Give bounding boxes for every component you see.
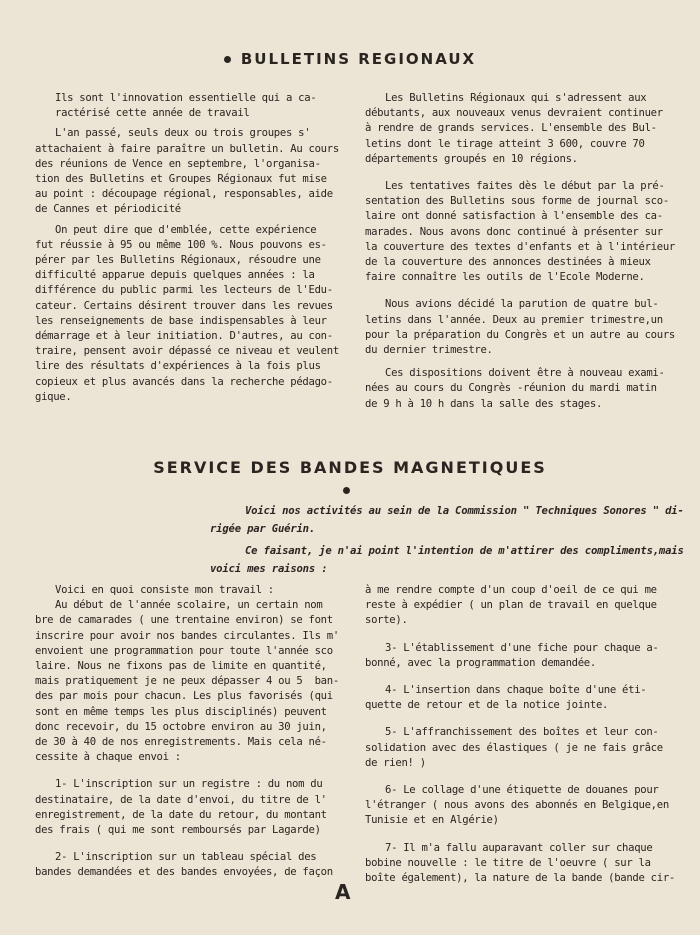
paragraph: L'an passé, seuls deux ou trois groupes s' attachaient à faire paraître un bulletin. Au cours des réunions de Vence en septembre, l'organisa- tion des Bulletins et Groupes Régionaux fut mise au point : découpage régional, responsables, aide de Cannes et périodicité bbox=[35, 127, 339, 216]
paragraph: Les Bulletins Régionaux qui s'adressent aux débutants, aux nouveaux venus devraient continuer à rendre de grands services. L'ensemble des Bul- letins dont le tirage atteint 3 600, couvre 70 départements groupés en 10 régions. bbox=[365, 92, 663, 165]
bullet-icon bbox=[224, 56, 231, 63]
paragraph: 4- L'insertion dans chaque boîte d'une éti- quette de retour et de la notice jointe. bbox=[365, 684, 647, 712]
bullet-icon bbox=[343, 487, 350, 494]
paragraph: Au début de l'année scolaire, un certain nom bre de camarades ( une trentaine environ) se font inscrire pour avoir nos bandes circulantes. Ils m' envoient une programmation pour toute l'année sco laire. Nous ne fixons pas de limite en quantité, mais pratiquement je ne peux dépasser 4 ou 5 ban- des par mois pour chacun. Les plus favorisés (qui sont en même temps les plus disciplinés) peuvent donc recevoir, du 15 octobre environ au 30 juin, de 30 à 40 de nos enregistrements. Mais cela né- cessite à chaque envoi : bbox=[35, 599, 339, 764]
paragraph: 2- L'inscription sur un tableau spécial des bandes demandées et des bandes envoyées, de façon bbox=[35, 851, 333, 879]
section-title-text: BULLETINS REGIONAUX bbox=[240, 50, 477, 68]
section-title-bulletins bbox=[190, 50, 510, 68]
section-title-bandes bbox=[150, 458, 550, 477]
paragraph: 1- L'inscription sur un registre : du nom du destinataire, de la date d'envoi, du titre de l' enregistrement, de la date du retour, du montant des frais ( qui me sont remboursés par Lagarde) bbox=[35, 778, 327, 837]
paragraph: 3- L'établissement d'une fiche pour chaque a- bonné, avec la programmation demandée. bbox=[365, 641, 659, 669]
paragraph: Voici en quoi consiste mon travail : bbox=[55, 584, 274, 596]
paragraph: 6- Le collage d'une étiquette de douanes pour l'étranger ( nous avons des abonnés en Belgique,en Tunisie et en Algérie) bbox=[365, 784, 669, 827]
paragraph: Les tentatives faites dès le début par la pré- sentation des Bulletins sous forme de journal sco- laire ont donné satisfaction à l'ensemble des ca- marades. Nous avons donc continué à présenter sur la couverture des textes d'enfants et à l'intérieur de la couverture des annonces destinées à mieux faire connaître les outils de l'Ecole Moderne. bbox=[365, 180, 675, 284]
paragraph: 7- Il m'a fallu auparavant coller sur chaque bobine nouvelle : le titre de l'oeuvre ( sur la boîte également), la nature de la bande (bande cir- bbox=[365, 841, 675, 885]
bandes-right-column bbox=[365, 583, 680, 891]
section-title-text: SERVICE DES BANDES MAGNETIQUES bbox=[153, 458, 547, 477]
paragraph: Ces dispositions doivent être à nouveau exami- nées au cours du Congrès -réunion du mardi matin de 9 h à 10 h dans la salle des stages. bbox=[365, 367, 665, 410]
paragraph: On peut dire que d'emblée, cette expérience fut réussie à 95 ou même 100 %. Nous pouvons es- pérer par les Bulletins Régionaux, résoudre une difficulté apparue depuis quelques années : la différence du public parmi les lecteurs de l'Edu- cateur. Certains désirent trouver dans les revues les renseignements de base indispensables à leur démarrage et à leur initiation. D'autres, au con- traire, pensent avoir dépassé ce niveau et veulent lire des résultats d'expériences à la fois plus copieux et plus avancés dans la recherche pédago- gique. bbox=[35, 223, 339, 403]
bulletins-right-column bbox=[365, 91, 675, 417]
bulletins-left-column bbox=[35, 91, 345, 410]
intro-line: Ce faisant, je n'ai point l'intention de m'attirer des compliments,mais voici mes raisons : bbox=[210, 545, 684, 575]
bandes-intro bbox=[210, 502, 684, 582]
intro-line: Voici nos activités au sein de la Commission " Techniques Sonores " di- rigée par Guérin. bbox=[210, 505, 684, 535]
paragraph: Nous avions décidé la parution de quatre bul- letins dans l'année. Deux au premier trimestre,un pour la préparation du Congrès et un autre au cours du dernier trimestre. bbox=[365, 298, 675, 357]
paragraph: Ils sont l'innovation essentielle qui a ca- ractérisé cette année de travail bbox=[55, 92, 317, 120]
page-number: A bbox=[335, 880, 351, 904]
bandes-left-column bbox=[35, 583, 345, 886]
paragraph: à me rendre compte d'un coup d'oeil de ce qui me reste à expédier ( un plan de travail en quelque sorte). bbox=[365, 584, 657, 627]
paragraph: 5- L'affranchissement des boîtes et leur con- solidation avec des élastiques ( je ne fais grâce de rien! ) bbox=[365, 726, 663, 769]
